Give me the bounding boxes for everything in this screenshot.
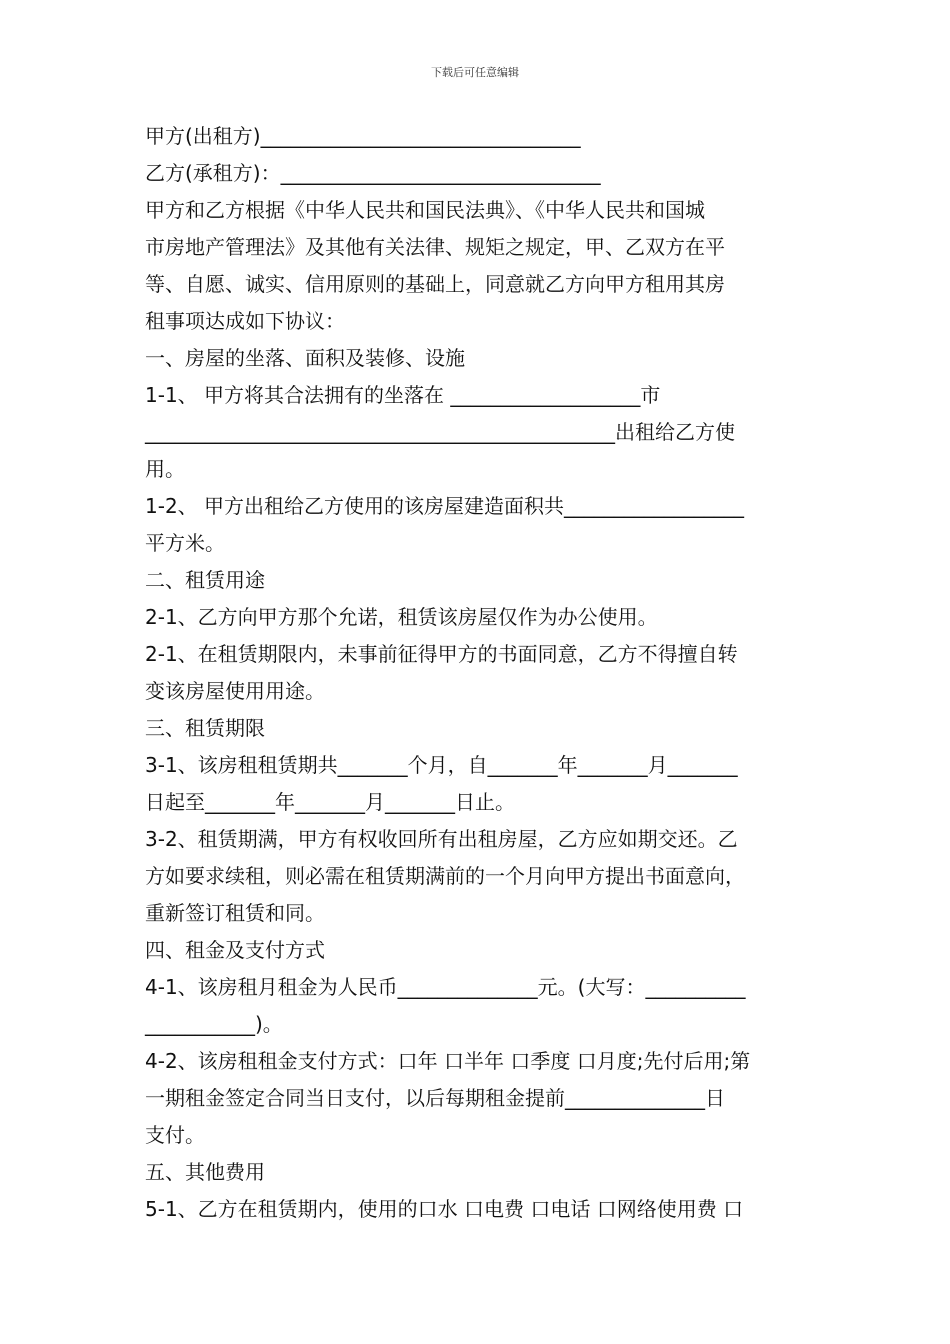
contract-line: 二、租赁用途 [145, 568, 265, 592]
contract-line: 四、租金及支付方式 [145, 938, 325, 962]
contract-line: 甲方和乙方根据《中华人民共和国民法典》、《中华人民共和国城 [145, 198, 705, 222]
contract-body [145, 118, 810, 1228]
contract-line: 甲方(出租方)________________________________ [145, 124, 581, 148]
contract-line: 一、房屋的坐落、面积及装修、设施 [145, 346, 465, 370]
contract-line: 3-2、租赁期满，甲方有权收回所有出租房屋，乙方应如期交还。乙 [145, 827, 738, 851]
contract-line: 五、其他费用 [145, 1160, 265, 1184]
contract-line: 4-2、该房租租金支付方式：口年 口半年 口季度 口月度;先付后用;第 [145, 1049, 751, 1073]
contract-line: 4-1、该房租月租金为人民币______________元。(大写：__________ [145, 975, 746, 999]
contract-line: 2-1、乙方向甲方那个允诺，租赁该房屋仅作为办公使用。 [145, 605, 658, 629]
contract-line: 一期租金签定合同当日支付，以后每期租金提前______________日 [145, 1086, 725, 1110]
contract-line: 日起至_______年_______月_______日止。 [145, 790, 515, 814]
contract-line: 支付。 [145, 1123, 205, 1147]
page-header-note: 下载后可任意编辑 [431, 66, 519, 79]
contract-line: 1-1、 甲方将其合法拥有的坐落在 ___________________市 [145, 383, 661, 407]
contract-line: 5-1、乙方在租赁期内，使用的口水 口电费 口电话 口网络使用费 口 [145, 1197, 744, 1221]
contract-line: 等、自愿、诚实、信用原则的基础上，同意就乙方向甲方租用其房 [145, 272, 725, 296]
contract-line: ___________)。 [145, 1012, 283, 1036]
contract-line: 3-1、该房租租赁期共_______个月，自_______年_______月_______ [145, 753, 738, 777]
contract-line: 1-2、 甲方出租给乙方使用的该房屋建造面积共__________________ [145, 494, 745, 518]
contract-line: 方如要求续租，则必需在租赁期满前的一个月向甲方提出书面意向， [145, 864, 745, 888]
contract-line: 乙方(承租方)：________________________________ [145, 161, 601, 185]
contract-line: 平方米。 [145, 531, 225, 555]
contract-line: _______________________________________________出租给乙方使 [145, 420, 735, 444]
contract-line: 市房地产管理法》及其他有关法律、规矩之规定，甲、乙双方在平 [145, 235, 725, 259]
contract-line: 三、租赁期限 [145, 716, 265, 740]
contract-line: 租事项达成如下协议： [145, 309, 345, 333]
contract-line: 用。 [145, 457, 185, 481]
contract-line: 2-1、在租赁期限内，未事前征得甲方的书面同意，乙方不得擅自转 [145, 642, 738, 666]
contract-line: 重新签订租赁和同。 [145, 901, 325, 925]
contract-line: 变该房屋使用用途。 [145, 679, 325, 703]
